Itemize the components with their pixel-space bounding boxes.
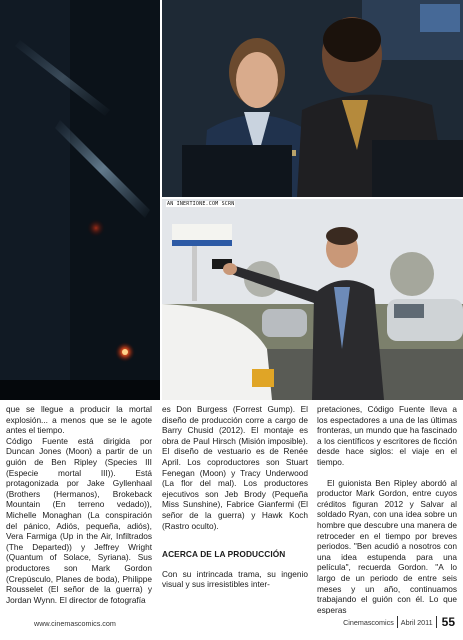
footer-website: www.cinemascomics.com <box>34 619 116 628</box>
photo-dark-scene <box>0 0 160 400</box>
photo-gunman-parking-lot <box>162 199 463 400</box>
gunman-illustration <box>162 199 463 400</box>
column-1-text: que se llegue a producir la mortal explosión... a menos que se le agote antes el tiempo. Código Fuente está dirigida por Duncan Jones (Moon) a partir de un guión de Ben Ripley (Species III (Especie mortal III)). Está protagonizada por Jake Gyllenhaal (Brothers (Hermanos), Brokeback Mountain (En terreno vedado)), Michelle Monaghan (La conspiración del pánico, Adiós, pequeña, adiós), Vera Farmiga (Up in the Air, Infiltrados (The Departed)) y Jeffrey Wright (Quantum of Solace, Syriana). Sus productores son Mark Gordon (Crepúsculo, Planes de boda), Philippe Rousselet (El señor de la guerra) y Jordan Wynn. El director de fotografía <box>6 404 152 605</box>
column-2-paragraph-2: Con su intrincada trama, su ingenio visual y sus irresistibles inter- <box>162 568 308 590</box>
footer-magazine-name: Cinemascomics <box>343 617 394 627</box>
section-heading: ACERCA DE LA PRODUCCIÓN <box>162 549 286 560</box>
article-column-1 <box>6 404 152 614</box>
footer-separator <box>436 616 437 628</box>
article-column-3 <box>317 404 457 614</box>
footer-issue-date: Abril 2011 <box>400 617 433 627</box>
page-number: 55 <box>441 615 455 629</box>
column-2-paragraph-1: es Don Burgess (Forrest Gump). El diseño de producción corre a cargo de Barry Chusid (2012). El montaje es obra de Paul Hirsch (Misión imposible). El diseño de vestuario es de Renée April. Los coproductores son Stuart Fenegan (Moon) y Tracy Underwood (La flor del mal). Los productores ejecutivos son Jeb Brody (Pequeña Miss Sunshine), Fabrice Gianfermi (El señor de la guerra) y Hawk Koch (Rastro oculto). <box>162 404 308 531</box>
footer-separator <box>397 616 398 628</box>
footer-issue-info <box>343 615 455 629</box>
column-3-paragraph-1: pretaciones, Código Fuente lleva a los espectadores a una de las últimas fronteras, un mundo que ha fascinado a los científicos y escritores de ficción desde hace siglos: el viaje en el tiempo. <box>317 404 457 467</box>
photo-characters-at-monitor <box>162 0 463 197</box>
column-3-paragraph-2: El guionista Ben Ripley abordó al productor Mark Gordon, entre cuyos créditos figuran 2012 y Salvar al soldado Ryan, con una idea sobre un hombre que descubre una manera de retroceder en el tiempo por breves periodos. "Ben acudió a nosotros con una idea estupenda para una película", recuerda Gordon. "A lo largo de un periodo de entre seis meses y un año, continuamos trabajando el guión con él. Lo que esperas <box>317 477 457 614</box>
photo-watermark: AN INERTIONE.COM SCRN <box>167 201 235 207</box>
article-column-2 <box>162 404 308 614</box>
characters-illustration <box>162 0 463 197</box>
dark-scene-illustration <box>0 0 160 400</box>
